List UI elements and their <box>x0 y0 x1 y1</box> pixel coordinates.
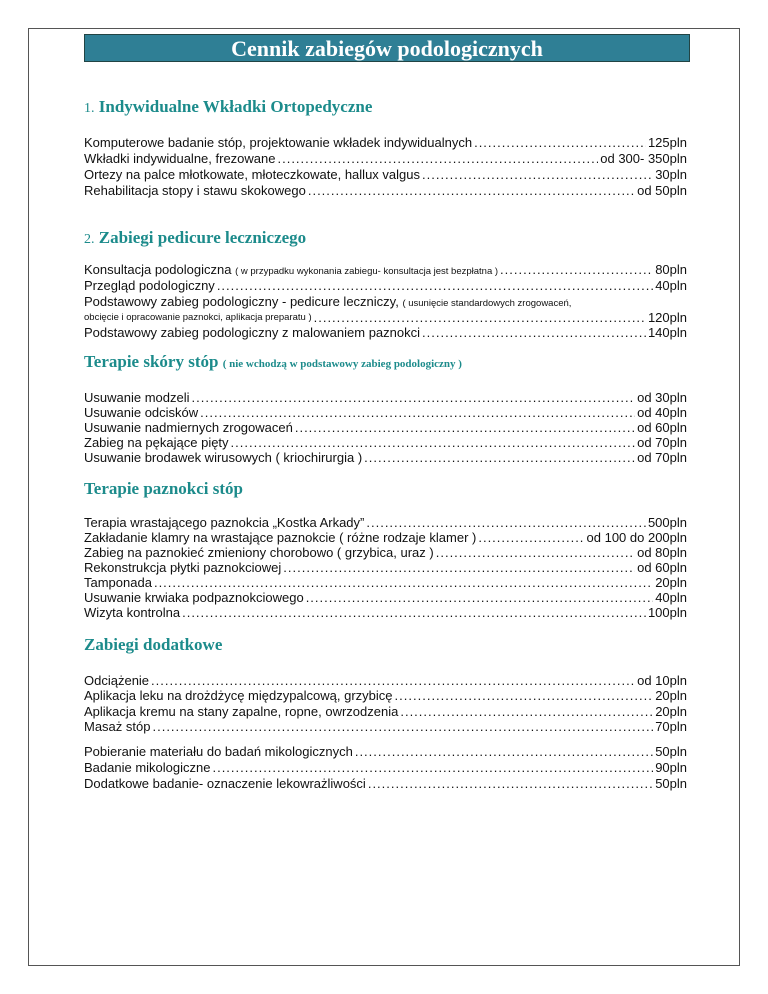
dot-leader <box>306 590 654 606</box>
item-label: Usuwanie modzeli <box>84 390 190 405</box>
section-title: Zabiegi pedicure leczniczego <box>98 228 307 247</box>
section-title: Terapie paznokci stóp <box>84 479 244 498</box>
dot-leader <box>368 776 653 792</box>
item-price: 80pln <box>655 262 687 277</box>
price-row <box>84 590 687 606</box>
item-price: 100pln <box>647 605 687 620</box>
price-row <box>84 183 687 199</box>
dot-leader <box>436 545 635 561</box>
item-price: od 300- 350pln <box>600 151 687 166</box>
item-label: Wizyta kontrolna <box>84 605 181 620</box>
item-price: 30pln <box>655 167 687 182</box>
dot-leader <box>200 405 635 421</box>
price-row <box>84 719 687 735</box>
price-row <box>84 420 687 436</box>
price-row <box>84 673 687 689</box>
item-label: Konsultacja podologiczna <box>84 262 232 277</box>
item-note: obcięcie i opracowanie paznokci, aplikacja preparatu ) <box>84 312 312 323</box>
item-price: 50pln <box>655 744 687 759</box>
dot-leader <box>395 688 654 704</box>
price-row <box>84 688 687 704</box>
item-price: 40pln <box>655 278 687 293</box>
item-price: od 30pln <box>637 390 687 405</box>
item-label: Tamponada <box>84 575 152 590</box>
item-label: Pobieranie materiału do badań mikologicznych <box>84 744 353 759</box>
section-number: 1. <box>84 101 95 116</box>
dot-leader <box>422 167 653 183</box>
dot-leader <box>277 151 598 167</box>
item-price: 120pln <box>647 310 687 325</box>
dot-leader <box>400 704 653 720</box>
dot-leader <box>314 310 646 326</box>
item-price: 125pln <box>647 135 687 150</box>
section-heading <box>84 479 243 499</box>
item-label: Ortezy na palce młotkowate, młoteczkowate, hallux valgus <box>84 167 420 182</box>
price-row <box>84 435 687 451</box>
dot-leader <box>212 760 653 776</box>
section-heading <box>84 635 222 655</box>
item-label: Dodatkowe badanie- oznaczenie lekowrażliwości <box>84 776 366 791</box>
item-price: 500pln <box>647 515 687 530</box>
section-title: Terapie skóry stóp <box>84 352 219 371</box>
item-label: Terapia wrastającego paznokcia „Kostka Arkady” <box>84 515 365 530</box>
item-price: 20pln <box>655 688 687 703</box>
price-row <box>84 405 687 421</box>
item-label: Zakładanie klamry na wrastające paznokcie ( różne rodzaje klamer ) <box>84 530 477 545</box>
item-price: 20pln <box>655 575 687 590</box>
item-price: 70pln <box>655 719 687 734</box>
item-label: Usuwanie odcisków <box>84 405 199 420</box>
dot-leader <box>295 420 635 436</box>
price-row <box>84 560 687 576</box>
dot-leader <box>355 744 653 760</box>
page-title: Cennik zabiegów podologicznych <box>84 34 690 62</box>
item-price: 20pln <box>655 704 687 719</box>
price-row <box>84 704 687 720</box>
price-row <box>84 744 687 760</box>
item-label: Masaż stóp <box>84 719 151 734</box>
section-number: 2. <box>84 232 95 247</box>
price-row <box>84 390 687 406</box>
item-label: Aplikacja kremu na stany zapalne, ropne, owrzodzenia <box>84 704 399 719</box>
section-title: Zabiegi dodatkowe <box>84 635 223 654</box>
item-price: od 40pln <box>637 405 687 420</box>
item-label: Przegląd podologiczny <box>84 278 215 293</box>
price-row <box>84 151 687 167</box>
price-row <box>84 776 687 792</box>
item-label: Badanie mikologiczne <box>84 760 211 775</box>
item-price: 50pln <box>655 776 687 791</box>
item-note: ( usunięcie standardowych zrogowaceń, <box>402 298 572 309</box>
item-price: od 70pln <box>637 435 687 450</box>
price-row <box>84 325 687 341</box>
dot-leader <box>422 325 646 341</box>
price-row <box>84 530 687 546</box>
dot-leader <box>152 719 653 735</box>
dot-leader <box>283 560 635 576</box>
item-price: od 80pln <box>637 545 687 560</box>
item-price: od 50pln <box>637 183 687 198</box>
item-label: Podstawowy zabieg podologiczny z malowaniem paznokci <box>84 325 421 340</box>
dot-leader <box>231 435 636 451</box>
item-label: Podstawowy zabieg podologiczny - pedicure leczniczy, <box>84 294 399 309</box>
item-label: Rekonstrukcja płytki paznokciowej <box>84 560 282 575</box>
dot-leader <box>154 575 653 591</box>
item-label: Wkładki indywidualne, frezowane <box>84 151 276 166</box>
section-heading <box>84 352 462 372</box>
price-row <box>84 310 687 326</box>
item-label: Zabieg na pękające pięty <box>84 435 229 450</box>
price-row <box>84 167 687 183</box>
dot-leader <box>478 530 584 546</box>
price-row <box>84 760 687 776</box>
price-row <box>84 575 687 591</box>
price-row <box>84 545 687 561</box>
section-title: Indywidualne Wkładki Ortopedyczne <box>98 97 373 116</box>
item-label: Usuwanie krwiaka podpaznokciowego <box>84 590 304 605</box>
item-price: od 70pln <box>637 450 687 465</box>
price-row <box>84 605 687 621</box>
dot-leader <box>182 605 646 621</box>
price-row <box>84 515 687 531</box>
price-row <box>84 278 687 294</box>
section-note: ( nie wchodzą w podstawowy zabieg podologiczny ) <box>222 358 462 370</box>
item-price: 140pln <box>647 325 687 340</box>
item-price: od 10pln <box>637 673 687 688</box>
dot-leader <box>474 135 646 151</box>
price-row <box>84 450 687 466</box>
item-price: 40pln <box>655 590 687 605</box>
item-label: Usuwanie nadmiernych zrogowaceń <box>84 420 293 435</box>
price-row <box>84 135 687 151</box>
item-label: Rehabilitacja stopy i stawu skokowego <box>84 183 306 198</box>
dot-leader <box>366 515 646 531</box>
item-label: Komputerowe badanie stóp, projektowanie wkładek indywidualnych <box>84 135 473 150</box>
dot-leader <box>308 183 635 199</box>
item-label: Odciążenie <box>84 673 150 688</box>
item-label: Aplikacja leku na drożdżycę międzypalcową, grzybicę <box>84 688 393 703</box>
dot-leader <box>217 278 653 294</box>
item-note: ( w przypadku wykonania zabiegu- konsultacja jest bezpłatna ) <box>235 266 499 277</box>
section-heading <box>84 228 306 248</box>
dot-leader <box>192 390 636 406</box>
item-label: Usuwanie brodawek wirusowych ( kriochirurgia ) <box>84 450 363 465</box>
item-price: 90pln <box>655 760 687 775</box>
dot-leader <box>364 450 635 466</box>
dot-leader <box>151 673 635 689</box>
section-heading <box>84 97 372 117</box>
item-price: od 60pln <box>637 420 687 435</box>
item-price: od 100 do 200pln <box>586 530 687 545</box>
item-price: od 60pln <box>637 560 687 575</box>
item-label: Zabieg na paznokieć zmieniony chorobowo ( grzybica, uraz ) <box>84 545 434 560</box>
